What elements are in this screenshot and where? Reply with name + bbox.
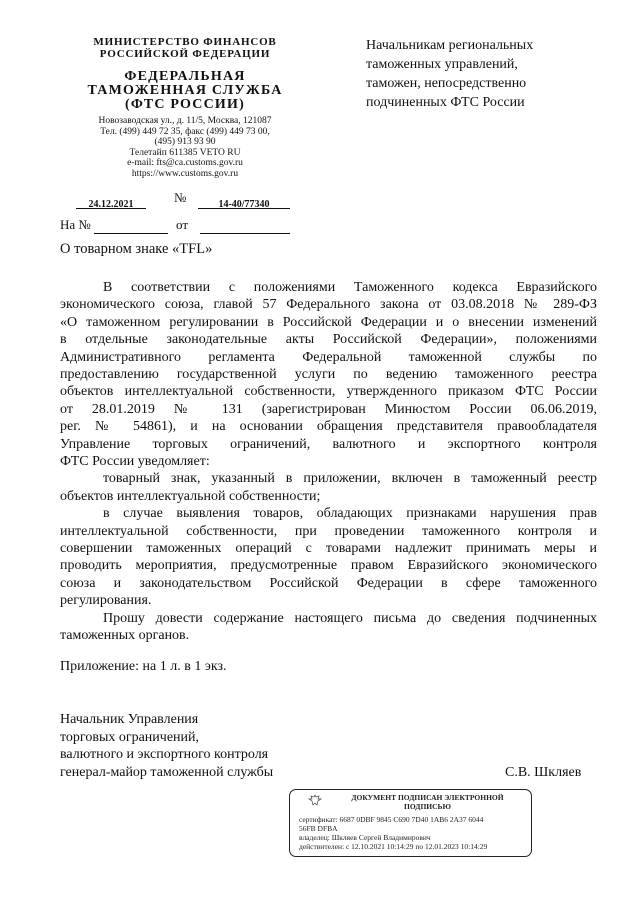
text-line: «О таможенном регулировании в Российской Федерации и о внесении изменений: [60, 314, 597, 330]
stamp-title-line: ПОДПИСЬЮ: [404, 802, 451, 811]
service-name-line3: (ФТС РОССИИ): [125, 97, 245, 112]
text-line: совершении таможенных операций с товарами надлежит принимать меры и: [60, 541, 597, 556]
addressee-line: подчиненных ФТС России: [366, 95, 525, 110]
ministry-name-line1: МИНИСТЕРСТВО ФИНАНСОВ: [93, 36, 277, 48]
stamp-title-line: ДОКУМЕНТ ПОДПИСАН ЭЛЕКТРОННОЙ: [351, 793, 504, 802]
ministry-name-line2: РОССИЙСКОЙ ФЕДЕРАЦИИ: [99, 48, 271, 60]
reference-date-blank: [200, 219, 290, 234]
addressee-block: [366, 36, 596, 112]
body-paragraph-1: [60, 279, 597, 470]
text-line: в отдельные законодательные акты Российской Федерации», положениями: [60, 332, 597, 348]
text-line: экономического союза, главой 57 Федерального закона от 03.08.2018 № 289-ФЗ: [60, 297, 597, 313]
electronic-signature-stamp: [289, 789, 532, 857]
text-line: объектов интеллектуальной собственности;: [60, 488, 321, 504]
text-line: в случае выявления товаров, обладающих признаками нарушения прав: [103, 506, 597, 522]
signatory-line: торговых ограничений,: [60, 729, 200, 745]
text-line: союза и законодательством Российской Федерации в сфере таможенного: [60, 575, 597, 591]
text-line: Управление торговых ограничений, валютного и экспортного контроля: [60, 436, 597, 452]
text-line: Прошу довести содержание настоящего письма до сведения подчиненных: [103, 610, 597, 626]
signatory-line: Начальник Управления: [60, 712, 199, 727]
letter-date-field: [76, 194, 146, 209]
attachment-note: Приложение: на 1 л. в 1 экз.: [60, 659, 227, 674]
reference-label: На №: [60, 217, 91, 232]
text-line: проводить мероприятия, предусмотренные правом Евразийского экономического: [60, 558, 597, 574]
reference-from-label: от: [176, 217, 189, 232]
addressee-line: таможенных управлений,: [366, 57, 518, 72]
letter-subject: О товарном знаке «TFL»: [60, 241, 213, 257]
contact-email[interactable]: e-mail: fts@ca.customs.gov.ru: [127, 158, 243, 168]
number-sign: №: [174, 190, 187, 205]
text-line: Административного регламента Федеральной таможенной службы по: [60, 349, 597, 365]
letter-date: 24.12.2021: [88, 199, 134, 210]
body-paragraph-3: [60, 505, 597, 609]
contact-teletype: Телетайп 611385 VETO RU: [129, 147, 241, 158]
text-line: рег. № 54861), и на основании обращения представителя правообладателя: [60, 419, 597, 435]
addressee-line: таможен, непосредственно: [366, 76, 527, 91]
body-paragraph-2: [60, 470, 597, 505]
eagle-emblem-icon: [308, 794, 322, 806]
stamp-validity: действителен: с 12.10.2021 10:14:29 по 12.01.2023 10:14:29: [299, 842, 488, 851]
text-line: регулирования.: [60, 593, 152, 609]
stamp-certificate: сертификат: 6687 0DBF 9845 C690 7D40 1AB6 2A37 6044: [299, 815, 484, 824]
stamp-owner: владелец: Шкляев Сергей Владимирович: [299, 833, 431, 842]
text-line: таможенных органов.: [60, 628, 190, 643]
service-name-line1: ФЕДЕРАЛЬНАЯ: [124, 69, 246, 84]
stamp-details: [299, 815, 525, 851]
signatory-title: [60, 711, 273, 781]
contact-website[interactable]: https://www.customs.gov.ru: [131, 168, 239, 179]
signatory-line: валютного и экспортного контроля: [60, 747, 269, 762]
text-line: ФТС России уведомляет:: [60, 454, 210, 470]
letter-number: 14-40/77340: [218, 199, 270, 210]
reference-number-blank: [94, 219, 168, 234]
text-line: интеллектуальной собственности, при проведении таможенного контроля и: [60, 523, 597, 539]
contact-address: Новозаводская ул., д. 11/5, Москва, 121087: [98, 116, 272, 126]
signatory-line: генерал-майор таможенной службы: [60, 764, 274, 780]
service-name-line2: ТАМОЖЕННАЯ СЛУЖБА: [87, 83, 283, 98]
text-line: от 28.01.2019 № 131 (зарегистрирован Минюстом России 06.06.2019,: [60, 401, 597, 417]
contact-phone: Тел. (499) 449 72 35, факс (499) 449 73 00,: [100, 126, 270, 137]
text-line: товарный знак, указанный в приложении, включен в таможенный реестр: [103, 471, 597, 487]
contact-phone2: (495) 913 93 90: [154, 137, 216, 147]
signatory-name: С.В. Шкляев: [505, 765, 582, 780]
stamp-title: [330, 793, 525, 811]
stamp-certificate-cont: 56FB DFBA: [299, 824, 338, 833]
text-line: предоставлению государственной услуги по ведению таможенного реестра: [60, 367, 597, 383]
text-line: В соответствии с положениями Таможенного кодекса Евразийского: [103, 280, 597, 295]
letter-number-field: [198, 194, 290, 209]
text-line: объектов интеллектуальной собственности, утвержденного приказом ФТС России: [60, 384, 597, 400]
addressee-line: Начальникам региональных: [366, 38, 534, 53]
body-paragraph-4: [60, 610, 597, 645]
